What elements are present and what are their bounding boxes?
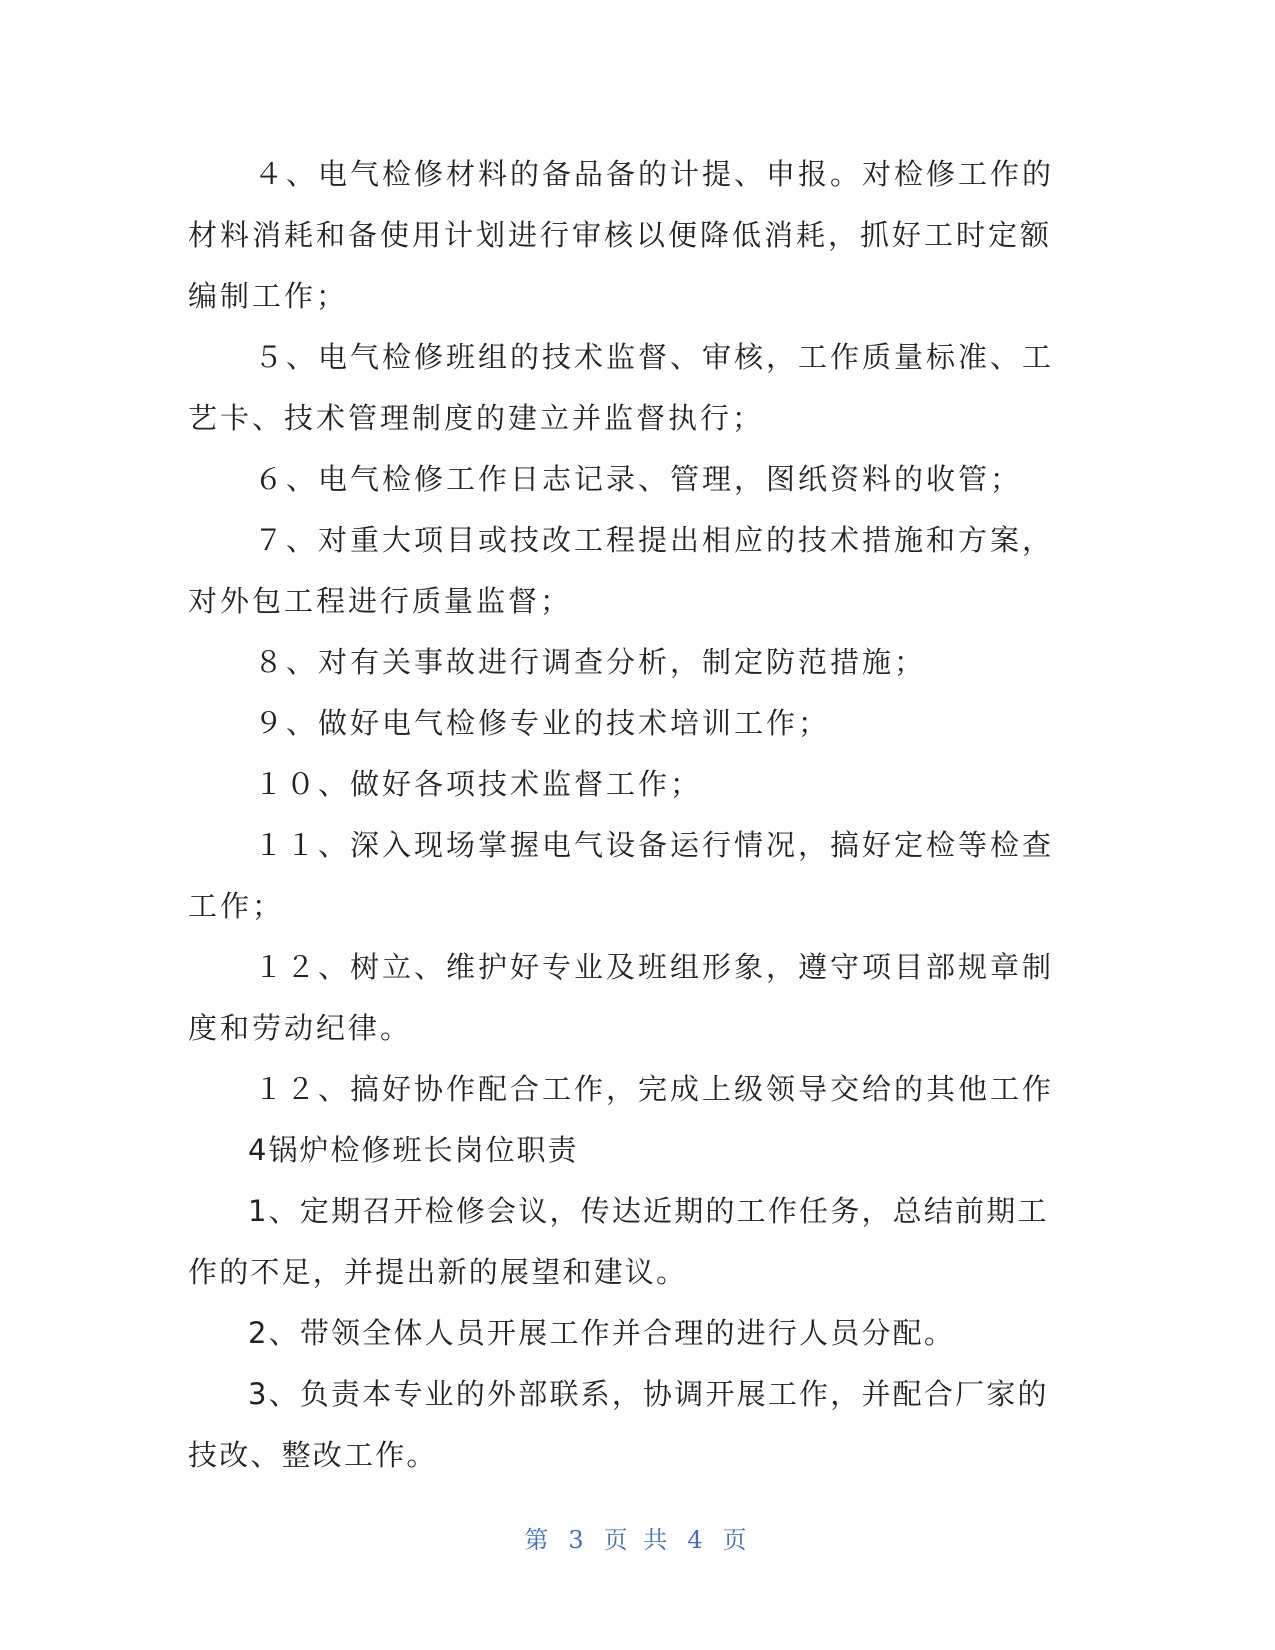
page-footer (0, 1520, 1275, 1555)
footer-current-page: 3 (568, 1526, 588, 1554)
footer-middle: 页 共 (603, 1526, 672, 1554)
section-title: 4锅炉检修班长岗位职责 (248, 1133, 579, 1167)
paragraph-item-10: １０、做好各项技术监督工作； (254, 767, 703, 801)
paragraph-item-12a: １２、树立、维护好专业及班组形象，遵守项目部规章制度和劳动纪律。 (188, 950, 1055, 1045)
paragraph-item-4: ４、电气检修材料的备品备的计提、申报。对检修工作的材料消耗和备使用计划进行审核以便降低消耗，抓好工时定额编制工作； (188, 157, 1055, 313)
section-paragraph-1: 1、定期召开检修会议，传达近期的工作任务，总结前期工作的不足，并提出新的展望和建议。 (188, 1194, 1049, 1289)
paragraph-item-6: ６、电气检修工作日志记录、管理，图纸资料的收管； (254, 462, 1023, 496)
section-paragraph-3: 3、负责本专业的外部联系，协调开展工作，并配合厂家的技改、整改工作。 (188, 1377, 1049, 1472)
section-paragraph-2: 2、带领全体人员开展工作并合理的进行人员分配。 (248, 1316, 956, 1350)
paragraph-item-5: ５、电气检修班组的技术监督、审核，工作质量标准、工艺卡、技术管理制度的建立并监督执行； (188, 340, 1055, 435)
footer-suffix: 页 (722, 1526, 751, 1554)
paragraph-item-9: ９、做好电气检修专业的技术培训工作； (254, 706, 831, 740)
paragraph-item-12b: １２、搞好协作配合工作，完成上级领导交给的其他工作 (254, 1072, 1055, 1106)
document-body (188, 144, 1076, 1486)
footer-prefix: 第 (524, 1526, 553, 1554)
paragraph-item-7: ７、对重大项目或技改工程提出相应的技术措施和方案，对外包工程进行质量监督； (188, 523, 1055, 618)
footer-total-pages: 4 (687, 1526, 707, 1554)
paragraph-item-8: ８、对有关事故进行调查分析，制定防范措施； (254, 645, 927, 679)
paragraph-item-11: １１、深入现场掌握电气设备运行情况，搞好定检等检查工作； (188, 828, 1055, 923)
